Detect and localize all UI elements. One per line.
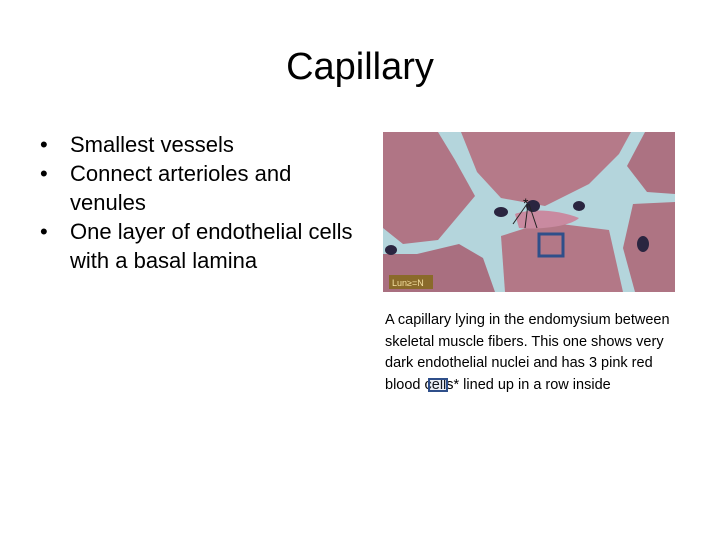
scale-label: Lun≥=N <box>392 278 424 288</box>
bullet-item <box>40 159 370 217</box>
bullet-item <box>40 217 370 275</box>
bullet-text: One layer of endothelial cells with a basal lamina <box>70 219 353 273</box>
bullet-marker: • <box>40 219 48 244</box>
micrograph-caption: A capillary lying in the endomysium between skeletal muscle fibers. This one shows very dark endothelial nuclei and has 3 pink red blood cells* lined up in a row inside <box>385 312 670 393</box>
endothelial-nucleus <box>385 245 397 255</box>
endothelial-nucleus <box>637 236 649 252</box>
endothelial-nucleus <box>573 201 585 211</box>
bullet-marker: • <box>40 161 48 186</box>
capillary-micrograph <box>383 132 675 292</box>
slide-title: Capillary <box>286 46 434 88</box>
bullet-list <box>40 130 370 275</box>
bullet-text: Smallest vessels <box>70 132 234 157</box>
endothelial-nucleus <box>494 207 508 217</box>
bullet-text: Connect arterioles and venules <box>70 161 292 215</box>
asterisk-label: * <box>523 195 529 211</box>
bullet-marker: • <box>40 132 48 157</box>
caption-highlight-box <box>428 378 448 392</box>
micrograph-illustration <box>383 132 675 292</box>
bullet-item <box>40 130 370 159</box>
